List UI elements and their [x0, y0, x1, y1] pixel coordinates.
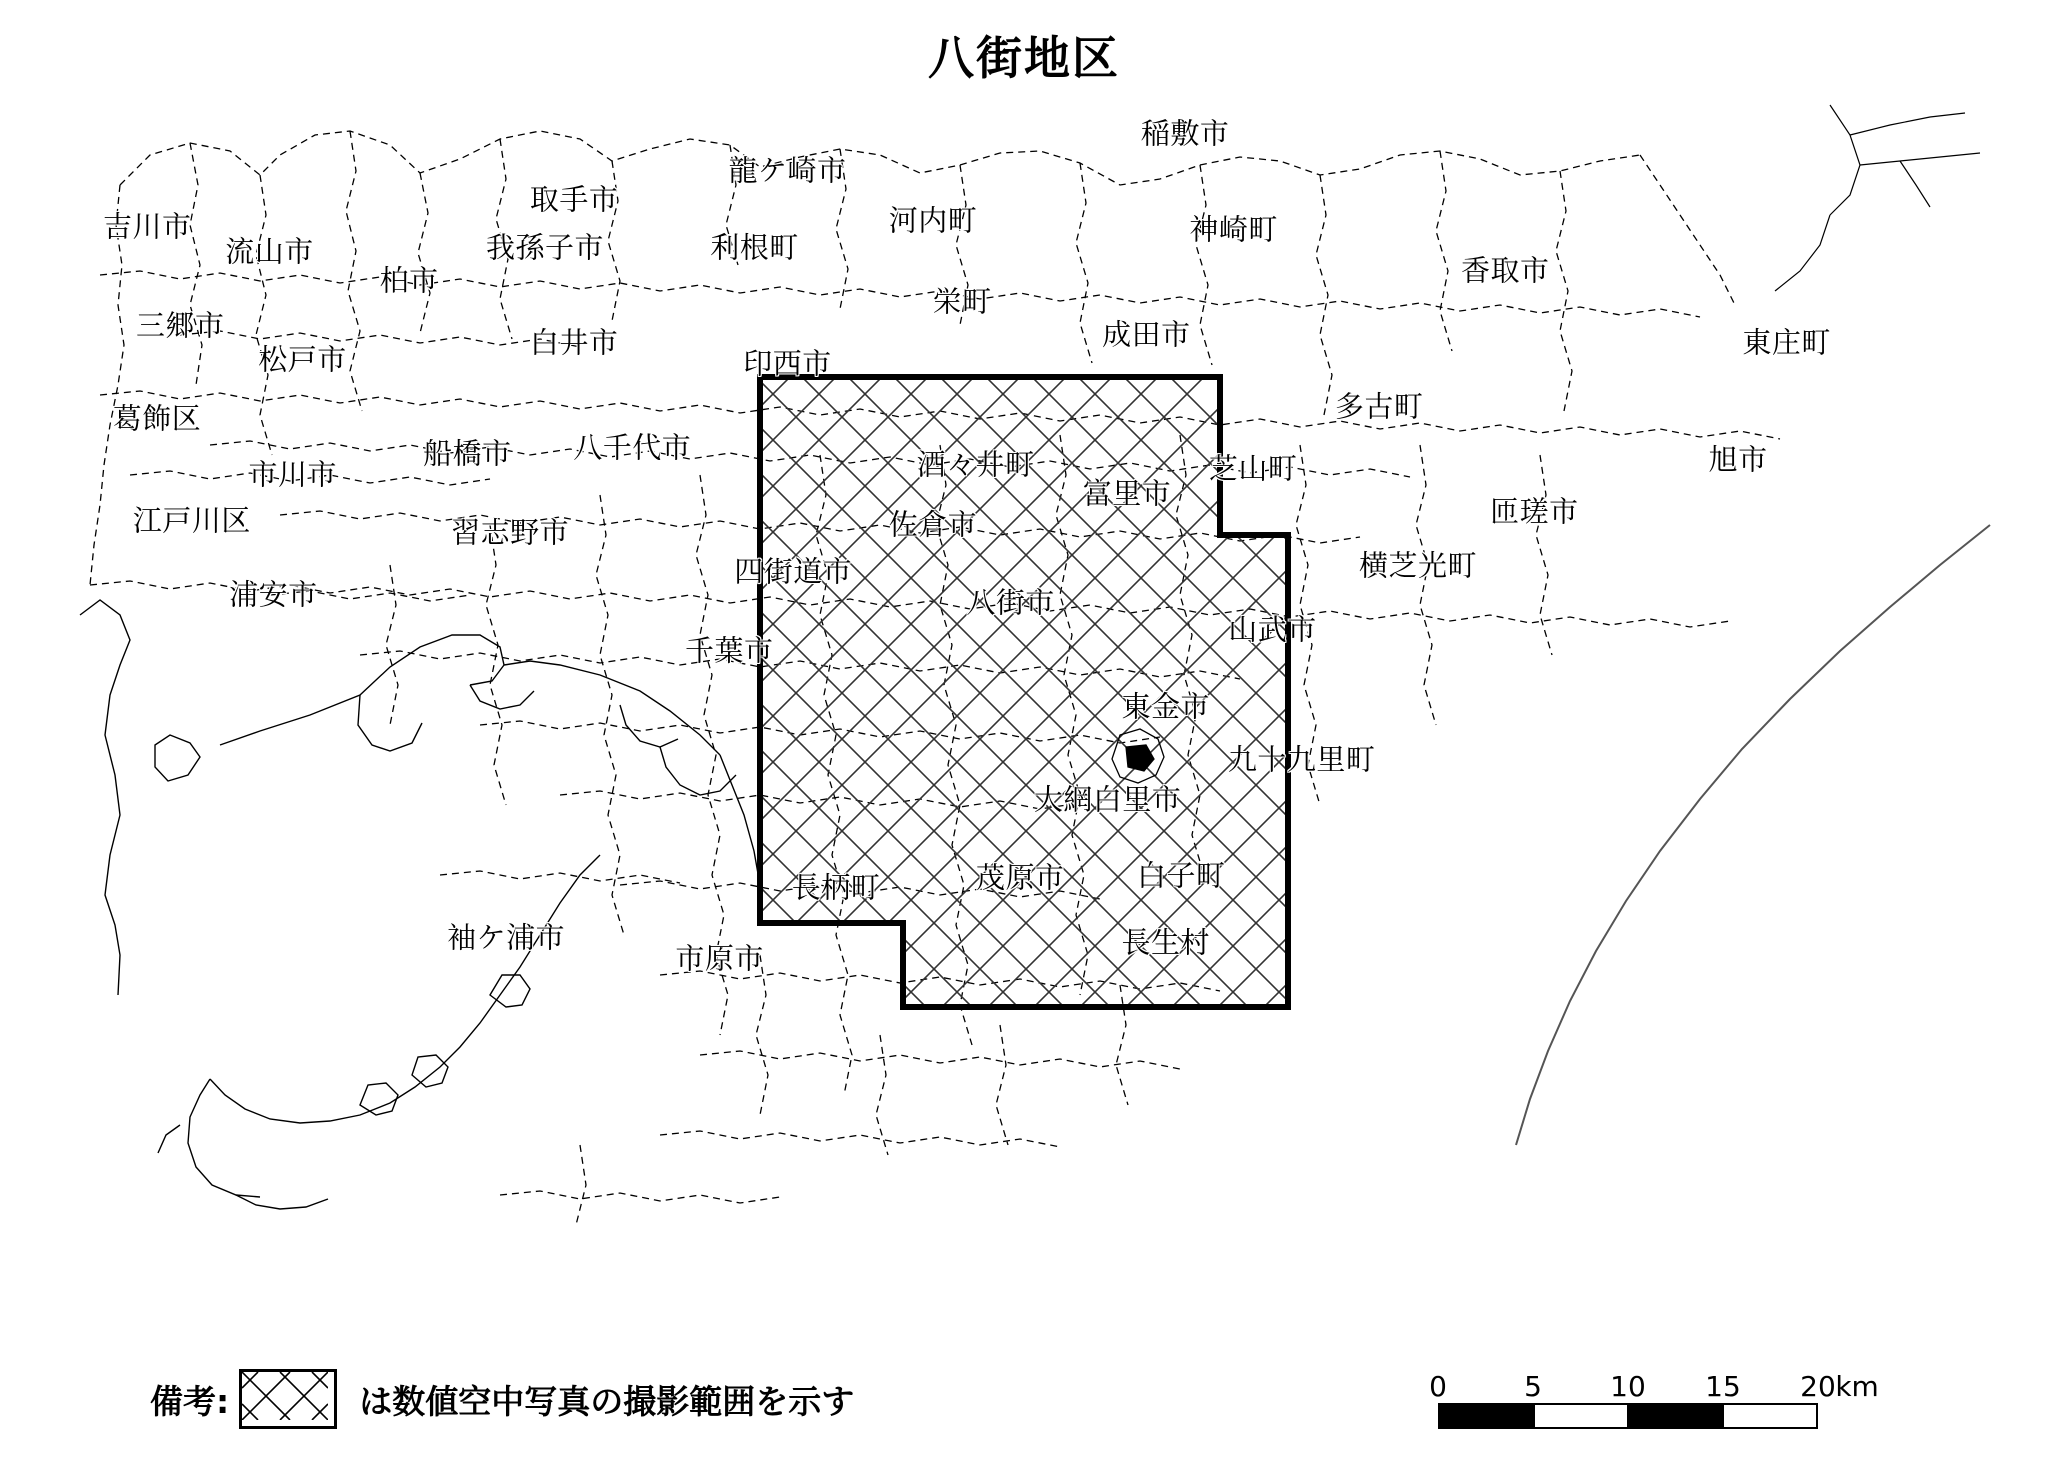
- place-label: 横芝光町: [1358, 548, 1478, 583]
- scale-tick: 10: [1610, 1370, 1646, 1403]
- place-label: 成田市: [1102, 317, 1191, 352]
- place-label: 茂原市: [976, 860, 1065, 895]
- place-label: 浦安市: [229, 577, 318, 612]
- place-label: 河内町: [888, 203, 978, 238]
- place-label: 佐倉市: [888, 507, 978, 542]
- place-label: 稲敷市: [1140, 116, 1230, 151]
- scale-bar-graphic: [1438, 1403, 1818, 1429]
- legend: [150, 1369, 854, 1429]
- place-label: 吉川市: [103, 209, 192, 244]
- place-label: 市原市: [675, 941, 764, 976]
- place-label: 東金市: [1121, 689, 1211, 724]
- place-label: 取手市: [529, 182, 619, 217]
- place-label: 袖ケ浦市: [447, 920, 566, 955]
- place-label: 香取市: [1461, 253, 1550, 288]
- legend-label: 備考:: [150, 1381, 230, 1421]
- place-label: 龍ケ崎市: [728, 153, 847, 188]
- place-label: 富里市: [1082, 476, 1172, 511]
- place-label: 葛飾区: [112, 401, 202, 436]
- place-label: 旭市: [1708, 442, 1768, 477]
- page-title: 八街地区: [928, 31, 1120, 85]
- place-label: 八千代市: [573, 430, 692, 465]
- legend-hatch-swatch: [239, 1369, 337, 1429]
- place-label: 千葉市: [685, 633, 774, 668]
- place-label: 利根町: [710, 230, 799, 265]
- place-label: 市川市: [248, 457, 338, 492]
- place-label: 多古町: [1334, 389, 1424, 424]
- boundary-lines-layer: [80, 105, 1990, 1225]
- place-label: 長生村: [1121, 925, 1211, 960]
- map-graphic: [60, 95, 2000, 1335]
- place-label: 流山市: [225, 234, 314, 269]
- scale-segment: [1629, 1405, 1724, 1427]
- place-label: 酒々井町: [916, 447, 1035, 482]
- map-canvas: [60, 95, 2000, 1335]
- place-label: 白子町: [1137, 858, 1226, 893]
- place-label: 四街道市: [734, 554, 853, 589]
- place-label: 栄町: [932, 284, 992, 319]
- place-label: 船橋市: [423, 436, 512, 471]
- scale-bar: [1429, 1367, 1879, 1429]
- scale-segment: [1724, 1405, 1817, 1427]
- scale-tick-labels: [1429, 1367, 1879, 1403]
- place-label: 匝瑳市: [1490, 494, 1579, 529]
- place-label: 大網白里市: [1033, 782, 1182, 817]
- legend-note: は数値空中写真の撮影範囲を示す: [359, 1381, 855, 1421]
- place-label: 習志野市: [451, 515, 570, 550]
- scale-tick: 5: [1524, 1370, 1542, 1403]
- place-label: 山武市: [1228, 612, 1317, 647]
- scale-tick: 0: [1429, 1370, 1447, 1403]
- scale-unit: km: [1835, 1370, 1879, 1403]
- place-label: 東庄町: [1742, 325, 1831, 360]
- place-label: 柏市: [379, 263, 439, 298]
- scale-segment: [1535, 1405, 1630, 1427]
- scale-tick: 20: [1800, 1370, 1836, 1403]
- place-label: 白井市: [529, 325, 619, 360]
- place-label: 印西市: [743, 346, 832, 381]
- place-label: 江戸川区: [132, 503, 251, 538]
- place-label: 三郷市: [136, 308, 225, 343]
- place-label: 松戸市: [258, 342, 347, 377]
- hatch-pattern-icon: [242, 1372, 328, 1420]
- place-label: 我孫子市: [485, 230, 605, 265]
- place-label: 長柄町: [791, 870, 881, 905]
- place-label: 九十九里町: [1227, 742, 1376, 777]
- scale-segment: [1440, 1405, 1535, 1427]
- scale-tick: 15: [1705, 1370, 1741, 1403]
- place-label: 八街市: [966, 585, 1055, 620]
- place-label: 神崎町: [1189, 212, 1278, 247]
- place-label: 芝山町: [1208, 451, 1298, 486]
